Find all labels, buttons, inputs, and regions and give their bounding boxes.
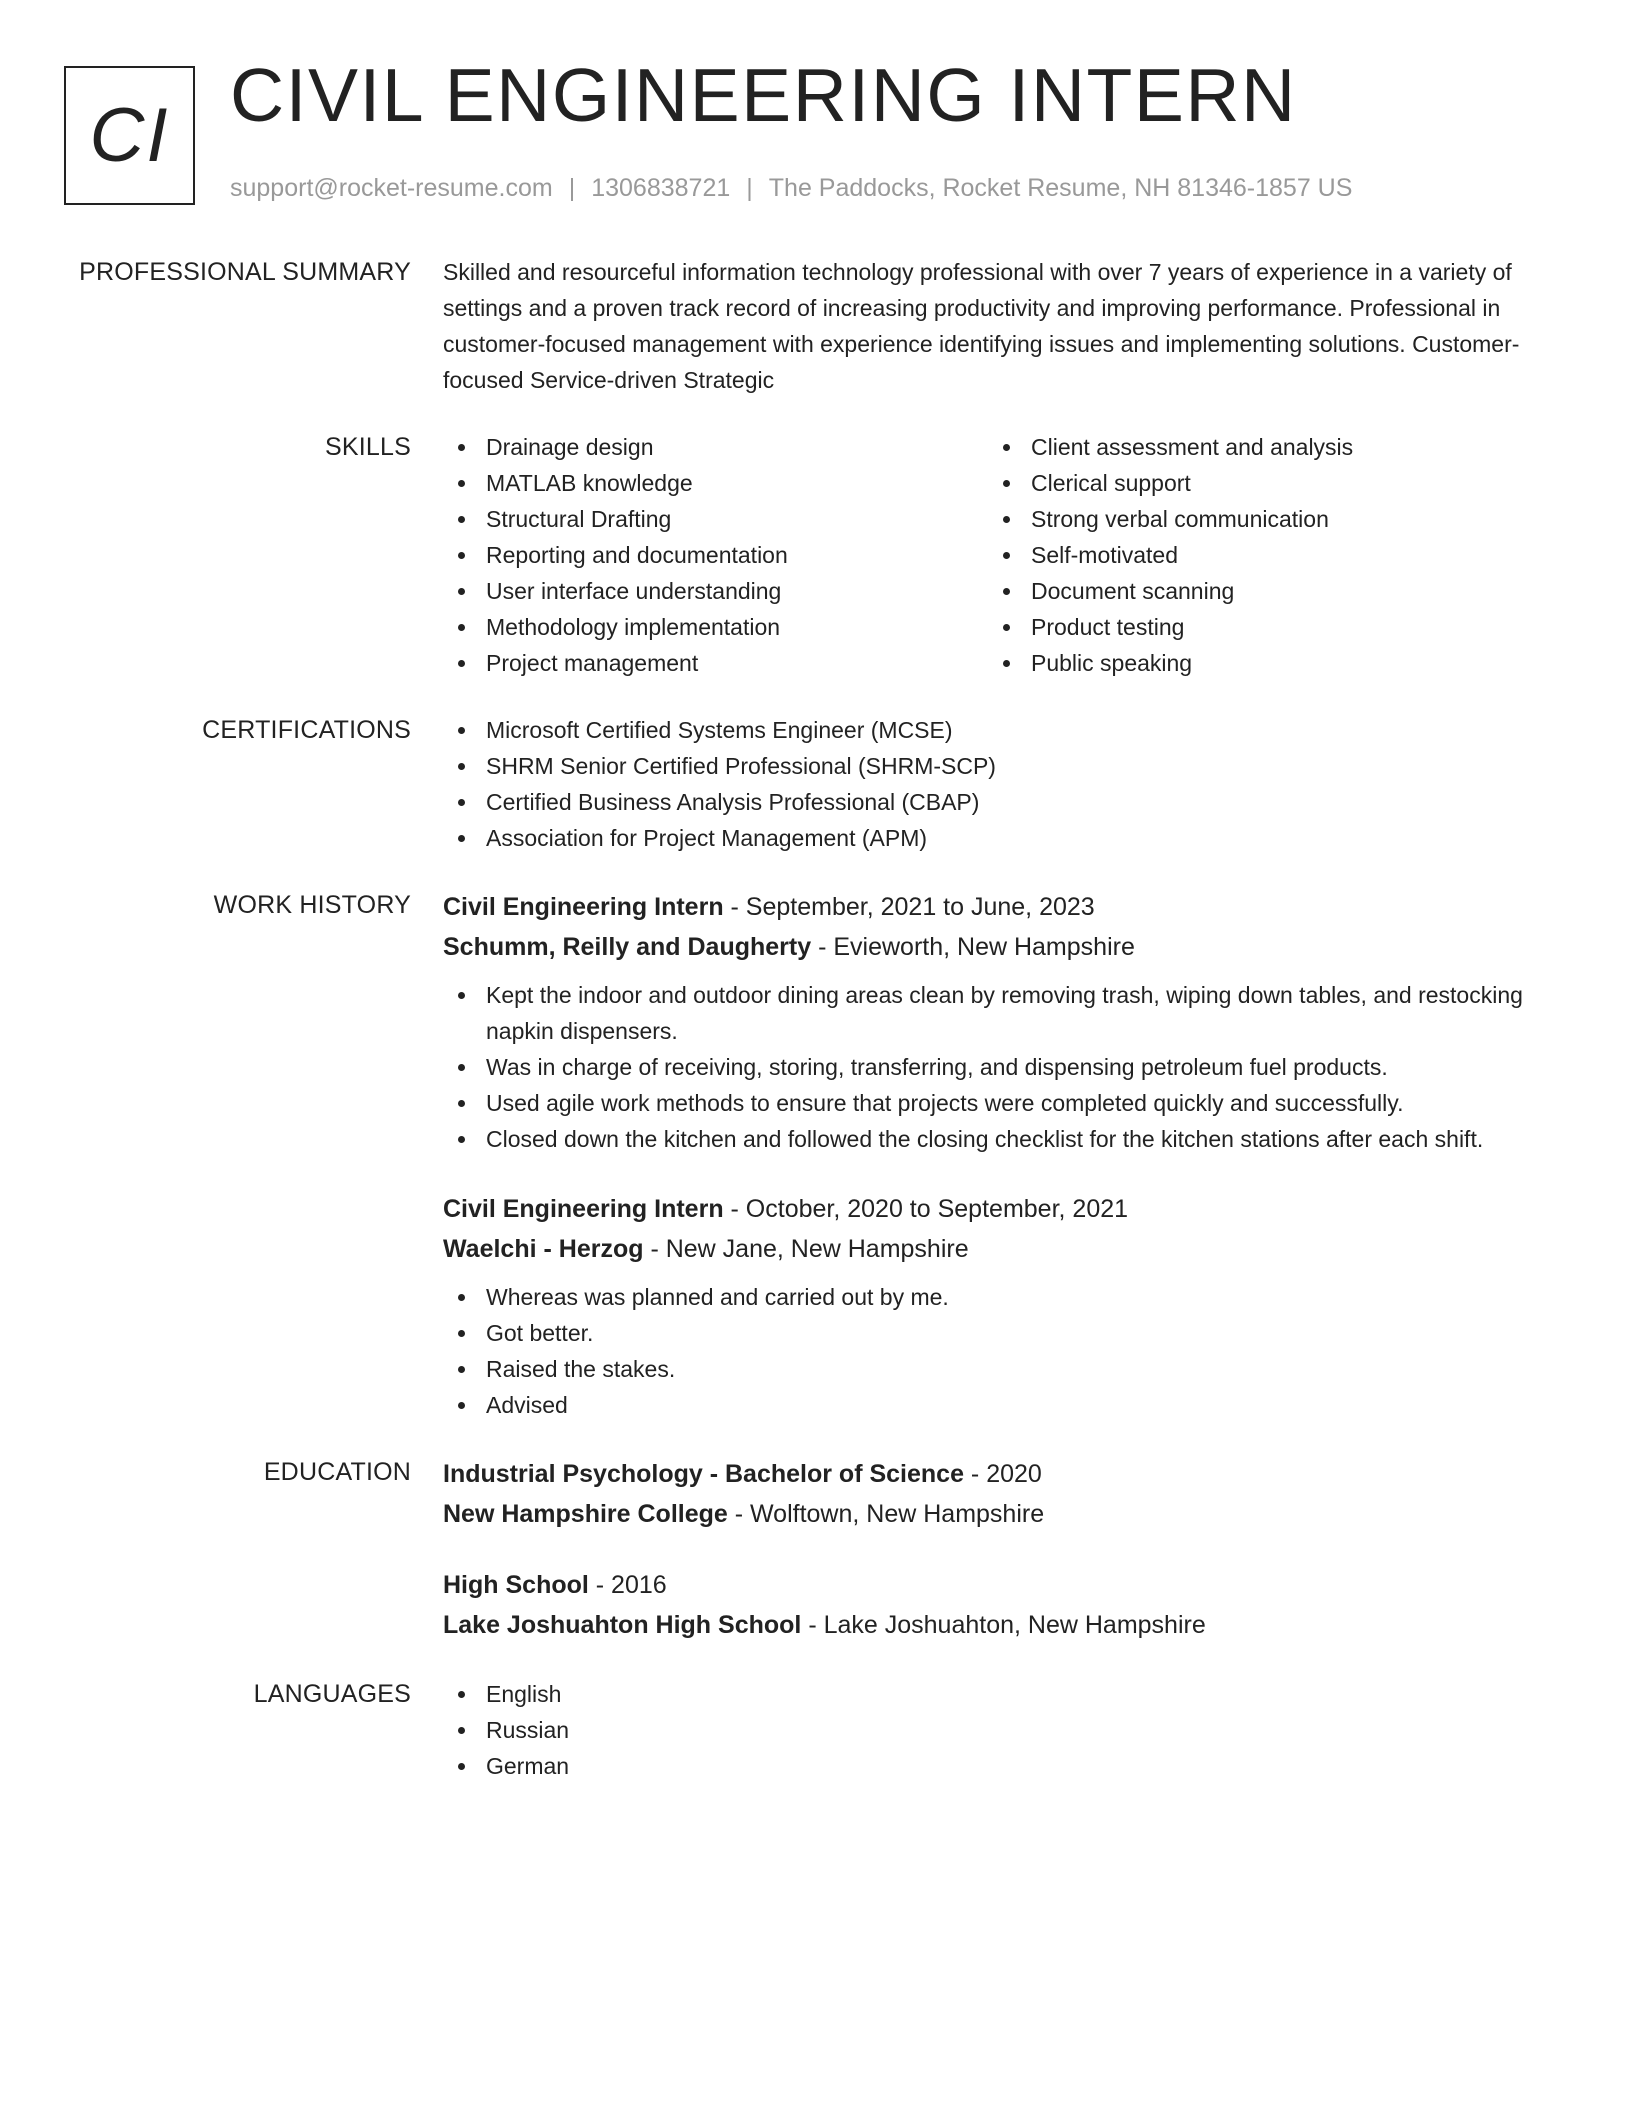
section-title: WORK HISTORY (213, 891, 411, 919)
skill-item: Product testing (988, 609, 1533, 645)
section-work-history (0, 887, 1632, 1423)
skill-item: Public speaking (988, 645, 1533, 681)
education-year: - 2020 (963, 1460, 1042, 1488)
monogram-box (64, 66, 195, 205)
section-title: SKILLS (325, 433, 411, 461)
skill-item: MATLAB knowledge (443, 465, 988, 501)
skill-item: Strong verbal communication (988, 501, 1533, 537)
job-location: - New Jane, New Hampshire (643, 1235, 969, 1263)
skills-list-right (988, 429, 1533, 681)
job-company: Schumm, Reilly and Daugherty (443, 933, 812, 961)
summary-text: Skilled and resourceful information technology professional with over 7 years of experience in a variety of settings and a proven track record of increasing productivity and improving performance. Professional in customer-focused management with experience identifying issues and implementing solutions. Customer-focused Service-driven Strategic (443, 259, 1520, 393)
education-school: Lake Joshuahton High School (443, 1611, 802, 1639)
work-history-body (443, 887, 1553, 1423)
language-item: Russian (443, 1712, 1553, 1748)
language-item: German (443, 1748, 1553, 1784)
contact-phone[interactable]: 1306838721 (591, 174, 731, 202)
job-duty-item: Kept the indoor and outdoor dining areas clean by removing trash, wiping down tables, and restocking napkin dispensers. (443, 977, 1553, 1049)
job-role: Civil Engineering Intern (443, 1195, 724, 1223)
languages-body (443, 1676, 1553, 1784)
job-duty-item: Raised the stakes. (443, 1351, 1553, 1387)
contact-separator: | (568, 174, 576, 202)
resume-sections (0, 254, 1632, 1784)
skill-item: User interface understanding (443, 573, 988, 609)
job-duty-item: Closed down the kitchen and followed the closing checklist for the kitchen stations after each shift. (443, 1121, 1553, 1157)
skill-item: Document scanning (988, 573, 1533, 609)
education-degree-line (443, 1565, 1553, 1605)
education-year: - 2016 (588, 1571, 667, 1599)
education-entry (443, 1565, 1553, 1645)
education-school-line (443, 1605, 1553, 1645)
skill-item: Clerical support (988, 465, 1533, 501)
section-education (0, 1454, 1632, 1645)
education-school-line (443, 1494, 1553, 1534)
job-role: Civil Engineering Intern (443, 893, 724, 921)
section-professional-summary (0, 254, 1632, 398)
certification-item: Association for Project Management (APM) (443, 820, 1553, 856)
monogram-initials: CI (89, 92, 170, 178)
skills-columns (443, 429, 1553, 681)
section-title: PROFESSIONAL SUMMARY (79, 258, 411, 286)
resume-title: CIVIL ENGINEERING INTERN (230, 53, 1297, 137)
education-entry (443, 1454, 1553, 1534)
skills-list-left (443, 429, 988, 681)
education-school: New Hampshire College (443, 1500, 728, 1528)
job-duty-item: Used agile work methods to ensure that projects were completed quickly and successfully. (443, 1085, 1553, 1121)
job-role-line (443, 1189, 1553, 1229)
certification-item: Microsoft Certified Systems Engineer (MCSE) (443, 712, 1553, 748)
education-degree: High School (443, 1571, 589, 1599)
certification-item: SHRM Senior Certified Professional (SHRM-SCP) (443, 748, 1553, 784)
languages-list (443, 1676, 1553, 1784)
job-company: Waelchi - Herzog (443, 1235, 644, 1263)
skill-item: Project management (443, 645, 988, 681)
job-duties-list (443, 1279, 1553, 1423)
skill-item: Structural Drafting (443, 501, 988, 537)
education-degree-line (443, 1454, 1553, 1494)
skill-item: Methodology implementation (443, 609, 988, 645)
education-body (443, 1454, 1553, 1645)
job-duty-item: Was in charge of receiving, storing, transferring, and dispensing petroleum fuel products. (443, 1049, 1553, 1085)
job-duty-item: Advised (443, 1387, 1553, 1423)
job-company-line (443, 1229, 1553, 1269)
education-degree: Industrial Psychology - Bachelor of Science (443, 1460, 964, 1488)
job-duties-list (443, 977, 1553, 1157)
contact-email[interactable]: support@rocket-resume.com (230, 174, 553, 202)
section-title: CERTIFICATIONS (202, 716, 411, 744)
job-dates: - September, 2021 to June, 2023 (723, 893, 1095, 921)
job-entry (443, 1189, 1553, 1423)
section-languages (0, 1676, 1632, 1784)
contact-address: The Paddocks, Rocket Resume, NH 81346-1857 US (768, 174, 1353, 202)
section-title: EDUCATION (263, 1458, 411, 1486)
skill-item: Reporting and documentation (443, 537, 988, 573)
job-duty-item: Whereas was planned and carried out by me. (443, 1279, 1553, 1315)
certifications-list (443, 712, 1553, 856)
job-role-line (443, 887, 1553, 927)
job-location: - Evieworth, New Hampshire (811, 933, 1135, 961)
skill-item: Drainage design (443, 429, 988, 465)
job-duty-item: Got better. (443, 1315, 1553, 1351)
language-item: English (443, 1676, 1553, 1712)
skill-item: Client assessment and analysis (988, 429, 1533, 465)
skill-item: Self-motivated (988, 537, 1533, 573)
section-title: LANGUAGES (253, 1680, 411, 1708)
section-certifications (0, 712, 1632, 856)
job-dates: - October, 2020 to September, 2021 (723, 1195, 1129, 1223)
section-skills (0, 429, 1632, 681)
certifications-body (443, 712, 1553, 856)
education-location: - Lake Joshuahton, New Hampshire (801, 1611, 1206, 1639)
job-company-line (443, 927, 1553, 967)
certification-item: Certified Business Analysis Professional (CBAP) (443, 784, 1553, 820)
contact-line (230, 174, 1352, 203)
contact-separator: | (746, 174, 753, 202)
education-location: - Wolftown, New Hampshire (727, 1500, 1045, 1528)
job-entry (443, 887, 1553, 1157)
